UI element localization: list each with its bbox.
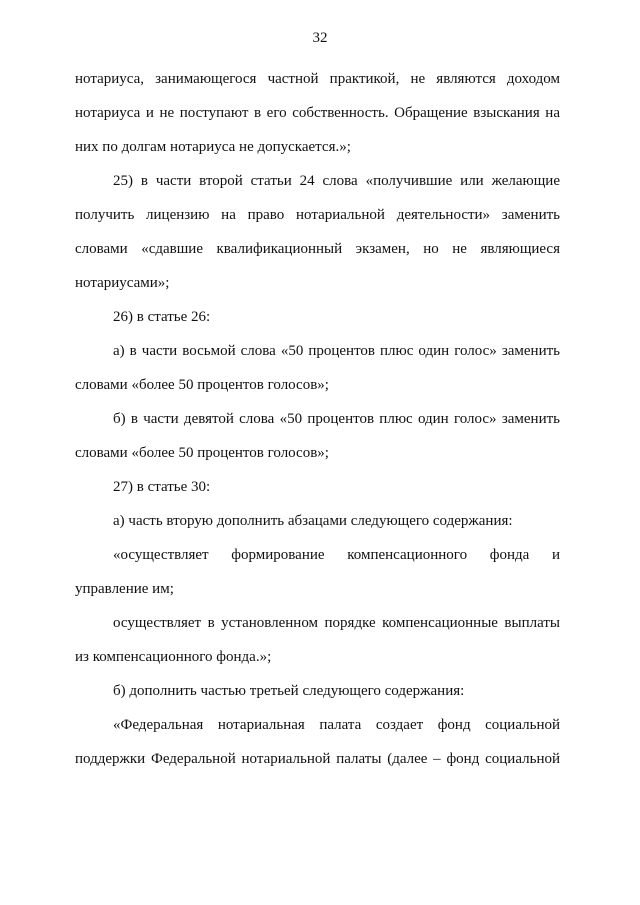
text-line: 27) в статье 30: [113,479,211,495]
document-body [75,62,560,776]
text-line: получить лицензию на право нотариальной деятельности» заменить [75,207,560,223]
text-line: «Федеральная нотариальная палата создает фонд социальной [113,717,560,733]
text-line: а) часть вторую дополнить абзацами следующего содержания: [113,513,513,529]
text-line: словами «более 50 процентов голосов»; [75,445,329,461]
text-line: б) дополнить частью третьей следующего содержания: [113,683,465,699]
text-line: из компенсационного фонда.»; [75,649,272,665]
text-line: нотариуса, занимающегося частной практикой, не являются доходом [75,71,560,87]
text-line: нотариусами»; [75,275,170,291]
text-line: словами «сдавшие квалификационный экзамен, но не являющиеся [75,241,560,257]
text-line: осуществляет в установленном порядке компенсационные выплаты [113,615,560,631]
text-line: «осуществляет формирование компенсационного фонда и [113,547,560,563]
text-line: 26) в статье 26: [113,309,211,325]
text-line: а) в части восьмой слова «50 процентов плюс один голос» заменить [113,343,560,359]
text-line: нотариуса и не поступают в его собственность. Обращение взыскания на [75,105,560,121]
text-line: поддержки Федеральной нотариальной палаты (далее – фонд социальной [75,751,560,767]
text-line: б) в части девятой слова «50 процентов плюс один голос» заменить [113,411,560,427]
text-line: 25) в части второй статьи 24 слова «получившие или желающие [113,173,560,189]
page-number: 32 [312,30,328,46]
text-line: словами «более 50 процентов голосов»; [75,377,329,393]
text-line: управление им; [75,581,174,597]
text-line: них по долгам нотариуса не допускается.»; [75,139,351,155]
